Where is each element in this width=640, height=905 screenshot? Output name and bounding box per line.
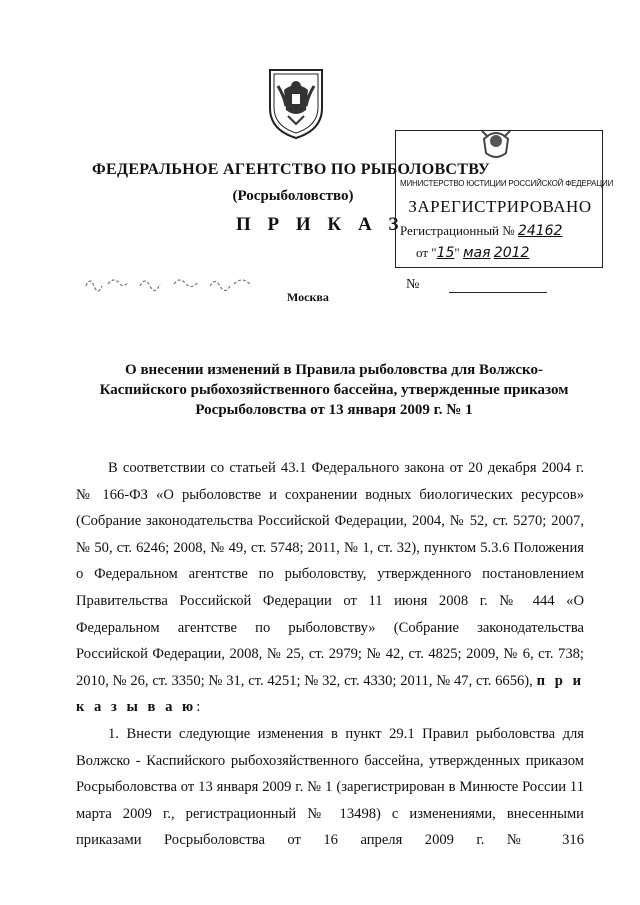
order-number-blank xyxy=(449,276,547,293)
stamp-registered-label: ЗАРЕГИСТРИРОВАНО xyxy=(408,197,592,216)
coat-of-arms-emblem xyxy=(266,60,326,140)
stamp-date-mid: " xyxy=(454,245,460,260)
stamp-date-month: мая xyxy=(462,245,491,261)
document-heading: О внесении изменений в Правила рыболовства для Волжско-Каспийского рыбохозяйственного бассейна, утвержденные приказом Росрыболовства от 13 января 2009 г. № 1 xyxy=(99,362,569,418)
stamp-registration-number xyxy=(400,223,562,239)
document-body xyxy=(76,455,584,854)
stamp-registration-date xyxy=(416,245,529,261)
stamp-ministry-name: МИНИСТЕРСТВО ЮСТИЦИИ РОССИЙСКОЙ ФЕДЕРАЦИИ xyxy=(400,179,614,188)
item-1-paragraph: 1. Внести следующие изменения в пункт 29.1 Правил рыболовства для Волжско - Каспийского рыбохозяйственного бассейна, утвержденных приказом Росрыболовства от 13 января 2009 г. № 1 (зарегистрирован в Минюсте России 11 марта 2009 г., регистрационный № 13498) с изменениями, внесенными приказами Росрыболовства от 16 апреля 2009 г. № 316 xyxy=(76,725,584,849)
order-colon: : xyxy=(196,699,201,716)
order-number-line xyxy=(406,276,547,293)
order-word: п р и к а з ы в а ю xyxy=(76,672,584,716)
registration-stamp xyxy=(395,130,614,268)
handwritten-date-scribble xyxy=(84,272,264,292)
agency-name: ФЕДЕРАЛЬНОЕ АГЕНТСТВО ПО РЫБОЛОВСТВУ xyxy=(92,161,490,178)
stamp-date-year: 2012 xyxy=(493,245,530,261)
stamp-reg-label: Регистрационный № xyxy=(400,223,515,238)
agency-short-name: (Росрыболовство) xyxy=(232,188,354,204)
stamp-date-day: 15 xyxy=(436,245,455,261)
preamble-paragraph xyxy=(76,455,584,721)
document-type: П Р И К А З xyxy=(236,214,405,235)
city-name: Москва xyxy=(287,290,329,304)
stamp-seal-icon xyxy=(476,123,516,163)
stamp-reg-number-value: 24162 xyxy=(517,223,563,239)
order-number-label: № xyxy=(406,277,420,292)
stamp-date-prefix: от " xyxy=(416,245,437,260)
preamble-text: В соответствии со статьей 43.1 Федерального закона от 20 декабря 2004 г. № 166-ФЗ «О рыболовстве и сохранении водных биологических ресурсов» (Собрание законодательства Российской Федерации, 2004, № 52, ст. 5270; 2007, № 50, ст. 6246; 2008, № 49, ст. 5748; 2011, № 1, ст. 32), пунктом 5.3.6 Положения о Федеральном агентстве по рыболовству, утвержденного постановлением Правительства Российской Федерации от 11 июня 2008 г. № 444 «О Федеральном агентстве по рыболовству» (Собрание законодательства Российской Федерации, 2008, № 25, ст. 2979; № 42, ст. 4825; 2009, № 6, ст. 738; 2010, № 26, ст. 3350; № 31, ст. 4251; № 32, ст. 4330; 2011, № 47, ст. 6656), xyxy=(76,460,584,689)
